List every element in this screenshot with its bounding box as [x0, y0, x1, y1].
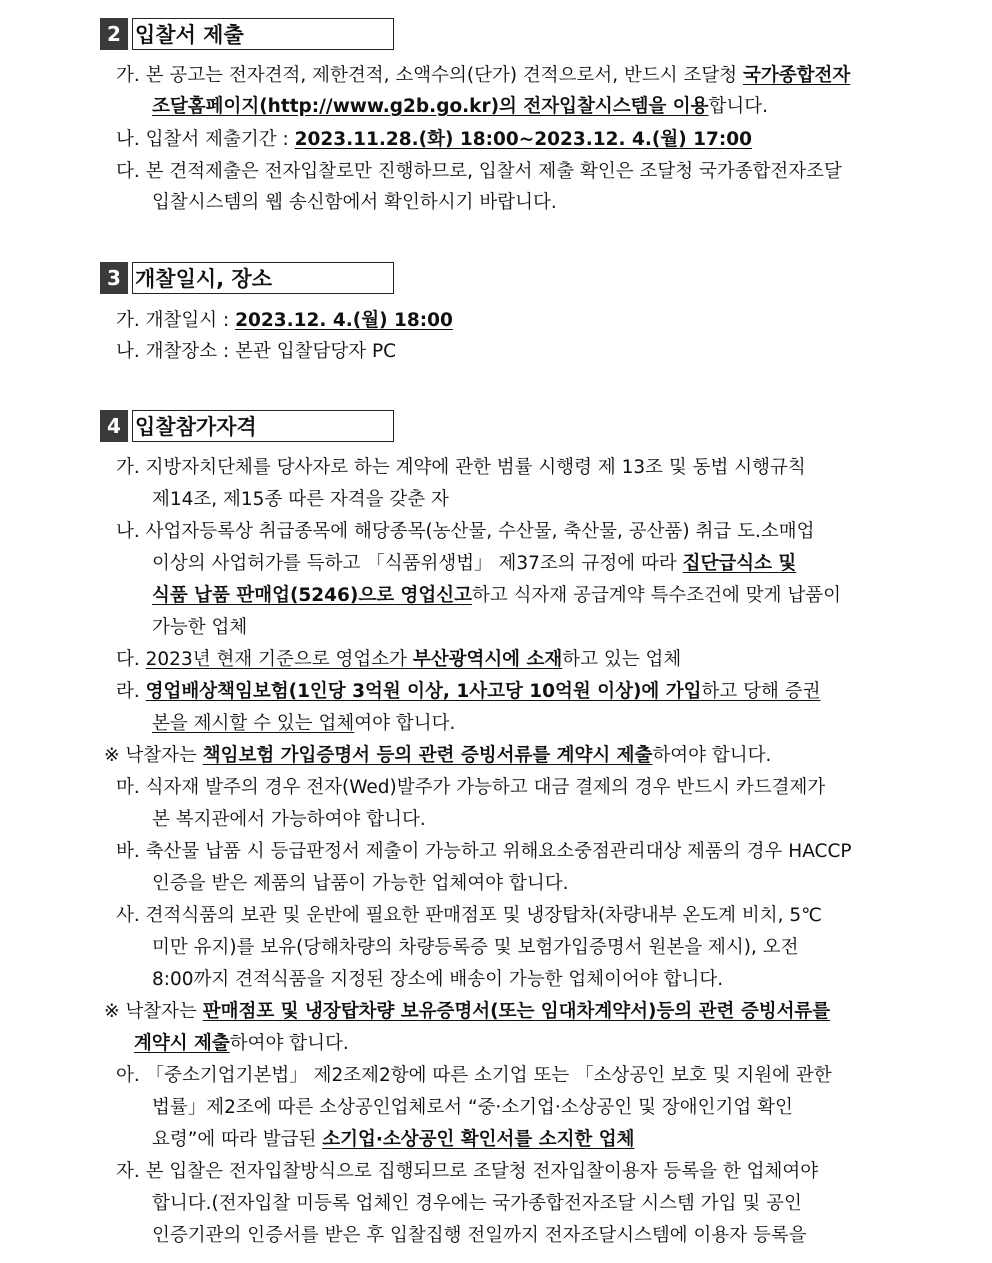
s2-item-da-line1: 다. 본 견적제출은 전자입찰로만 진행하므로, 입찰서 제출 확인은 조달청 국가종합전자조달 — [116, 161, 842, 182]
section-number: 4 — [100, 410, 128, 442]
s4-item-ma-line2: 본 복지관에서 가능하여야 합니다. — [152, 809, 426, 830]
s3-item-na: 나. 개찰장소 : 본관 입찰담당자 PC — [116, 341, 397, 362]
s4-item-ja-line3: 인증기관의 인증서를 받은 후 입찰집행 전일까지 전자조달시스템에 이용자 등록을 — [152, 1225, 807, 1246]
s4-item-na-line3: 식품 납품 판매업(5246)으로 영업신고하고 식자재 공급계약 특수조건에 맞게 납품이 — [152, 585, 842, 606]
s4-item-ga-line1: 가. 지방자치단체를 당사자로 하는 계약에 관한 범률 시행령 제 13조 및 동법 시행규칙 — [116, 457, 806, 478]
s4-note-2-line1: ※ 낙찰자는 판매점포 및 냉장탑차량 보유증명서(또는 임대차계약서)등의 관련 증빙서류를 — [104, 1001, 831, 1022]
s4-item-ga-line2: 제14조, 제15종 따른 자격을 갖춘 자 — [152, 489, 449, 510]
s4-item-na-line4: 가능한 업체 — [152, 617, 248, 638]
s2-item-da-line2: 입찰시스템의 웹 송신함에서 확인하시기 바랍니다. — [152, 192, 557, 213]
s2-item-ga-line1: 가. 본 공고는 전자견적, 제한견적, 소액수의(단가) 견적으로서, 반드시 조달청 국가종합전자 — [116, 65, 851, 86]
s3-item-ga: 가. 개찰일시 : 2023.12. 4.(월) 18:00 — [116, 310, 453, 331]
s2-item-na: 나. 입찰서 제출기간 : 2023.11.28.(화) 18:00~2023.12. 4.(월) 17:00 — [116, 129, 753, 150]
s4-item-a-line1: 아. 「중소기업기본법」 제2조제2항에 따른 소기업 또는 「소상공인 보호 및 지원에 관한 — [116, 1065, 832, 1086]
section-number: 3 — [100, 262, 128, 294]
s4-item-ra-line1: 라. 영업배상책임보험(1인당 3억원 이상, 1사고당 10억원 이상)에 가입하고 당해 증권 — [116, 681, 821, 702]
section-number: 2 — [100, 18, 128, 50]
s4-item-a-line3: 요령”에 따라 발급된 소기업·소상공인 확인서를 소지한 업체 — [152, 1129, 635, 1150]
s4-item-sa-line1: 사. 견적식품의 보관 및 운반에 필요한 판매점포 및 냉장탑차(차량내부 온도계 비치, 5℃ — [116, 905, 822, 926]
s4-note-2-line2: 계약시 제출하여야 합니다. — [134, 1033, 349, 1054]
section-4-header — [100, 410, 394, 442]
s4-item-a-line2: 법률」제2조에 따른 소상공인업체로서 “중·소기업·소상공인 및 장애인기업 확인 — [152, 1097, 793, 1118]
s4-item-ba-line1: 바. 축산물 납품 시 등급판정서 제출이 가능하고 위해요소중점관리대상 제품의 경우 HACCP — [116, 841, 852, 862]
section-title: 개찰일시, 장소 — [132, 262, 394, 294]
s4-item-ra-line2: 본을 제시할 수 있는 업체여야 합니다. — [152, 713, 456, 734]
s4-item-da: 다. 2023년 현재 기준으로 영업소가 부산광역시에 소재하고 있는 업체 — [116, 649, 682, 670]
s4-item-na-line2: 이상의 사업허가를 득하고 「식품위생법」 제37조의 규정에 따라 집단급식소 및 — [152, 553, 797, 574]
s4-item-ja-line1: 자. 본 입찰은 전자입찰방식으로 집행되므로 조달청 전자입찰이용자 등록을 한 업체여야 — [116, 1161, 819, 1182]
s2-item-ga-line2: 조달홈페이지(http://www.g2b.go.kr)의 전자입찰시스템을 이용합니다. — [152, 96, 769, 117]
s4-item-sa-line3: 8:00까지 견적식품을 지정된 장소에 배송이 가능한 업체이어야 합니다. — [152, 969, 724, 990]
section-title: 입찰서 제출 — [132, 18, 394, 50]
section-2-header — [100, 18, 394, 50]
s4-item-ma-line1: 마. 식자재 발주의 경우 전자(Wed)발주가 가능하고 대금 결제의 경우 반드시 카드결제가 — [116, 777, 826, 798]
s4-item-na-line1: 나. 사업자등록상 취급종목에 해당종목(농산물, 수산물, 축산물, 공산품) 취급 도.소매업 — [116, 521, 815, 542]
s4-item-sa-line2: 미만 유지)를 보유(당해차량의 차량등록증 및 보험가입증명서 원본을 제시), 오전 — [152, 937, 799, 958]
s4-note-1: ※ 낙찰자는 책임보험 가입증명서 등의 관련 증빙서류를 계약시 제출하여야 합니다. — [104, 745, 772, 766]
section-title: 입찰참가자격 — [132, 410, 394, 442]
s4-item-ba-line2: 인증을 받은 제품의 납품이 가능한 업체여야 합니다. — [152, 873, 569, 894]
s4-item-ja-line2: 합니다.(전자입찰 미등록 업체인 경우에는 국가종합전자조달 시스템 가입 및 공인 — [152, 1193, 802, 1214]
section-3-header — [100, 262, 394, 294]
